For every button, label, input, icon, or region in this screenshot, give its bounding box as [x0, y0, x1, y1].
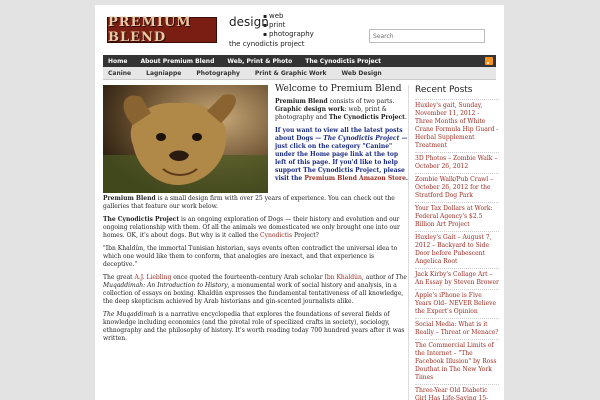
- notice-project-name: The Cynodictis Project: [323, 135, 400, 142]
- notice-text-end: .: [405, 175, 408, 182]
- site-logo[interactable]: [107, 17, 217, 43]
- body-paragraph-1: [103, 195, 408, 211]
- nav-cynodictis-project[interactable]: The Cynodictis Project: [305, 57, 382, 65]
- khaldun-quote: "Ibn Khaldûn, the immortal Tunisian historian, says events often contradict the universal idea to which one would like them to conform, that analogies are inexact, and that experience is deceptive.": [103, 245, 398, 268]
- recent-post-link[interactable]: 3D Photos – Zombie Walk – October 26, 2012: [415, 152, 499, 173]
- nav-web-print-photo[interactable]: Web, Print & Photo: [227, 57, 293, 65]
- project-label: The Cynodictis Project: [328, 114, 405, 121]
- recent-post-link[interactable]: Your Tax Dollars at Work: Federal Agency's $2.5 Billion Art Project: [415, 202, 499, 231]
- page-container: [95, 5, 504, 400]
- khaldun-link[interactable]: Ibn Khaldûn: [324, 274, 362, 281]
- tagline-item-web: ▪ web: [263, 12, 314, 21]
- canine-notice: [275, 127, 408, 183]
- nav-photography[interactable]: Photography: [196, 69, 240, 77]
- cynodictis-link[interactable]: Cynodictis: [260, 232, 293, 239]
- recent-post-link[interactable]: Social Media: What is it Really – Threat or Menace?: [415, 318, 499, 339]
- sidebar-divider: [405, 85, 409, 400]
- dog-photo-image: [103, 85, 268, 193]
- body4-text: is a narrative encyclopedia that explores the foundations of several fields of knowledge including economics (and the pivotal role of specilized crafts in society), sociology, ethnography and the philosophy of history. It's worth reading today 700 hundred years after it was written.: [103, 311, 405, 342]
- intro-text-end: .: [404, 114, 407, 121]
- intro-paragraph: [275, 98, 408, 122]
- nav-print-graphic-work[interactable]: Print & Graphic Work: [254, 69, 327, 77]
- dog-photo: [103, 85, 268, 193]
- muqaddimah-title: The Muqaddimah: An Introduction to History: [103, 274, 407, 289]
- intro-text-a: consists of two parts.: [327, 98, 395, 105]
- body3-text-c: , author of: [361, 274, 396, 281]
- notice-text-c: — just click on the category "Canine" under the Home page link at the top left of this page. If you'd like to help support The Cynodictis Project, please visit the: [275, 135, 408, 182]
- recent-posts-heading: Recent Posts: [415, 85, 473, 95]
- body1-text: is a small design firm with over 25 years of experience. You can check out the galleries that feature our work below.: [103, 195, 395, 210]
- nav-lagniappe[interactable]: Lagniappe: [146, 69, 182, 77]
- recent-post-link[interactable]: Zombie Walk/Pub Crawl – October 26, 2012 for the Stratford Dog Park: [415, 173, 499, 202]
- recent-post-link[interactable]: Apple's iPhone is Five Years Old– NEVER Believe the Expert's Opinion: [415, 289, 499, 318]
- body2-text: is an ongoing exploration of Dogs — their history and evolution and our ongoing relationship with them. Of all the animals we domesticated we only brought one into our homes. OK, it's about dogs. But why is it called the: [103, 216, 400, 239]
- liebling-link[interactable]: A.J. Liebling: [134, 274, 172, 281]
- recent-post-link[interactable]: Three-Year Old Diabetic Girl Has Life-Saving 15-: [415, 384, 499, 400]
- sidebar: [415, 85, 499, 400]
- recent-post-link[interactable]: The Commercial Limits of the Internet – "The Facebook Illusion" by Ross Douthat in The New York Times: [415, 339, 499, 384]
- nav-web-design[interactable]: Web Design: [341, 69, 382, 77]
- muqaddimah-title-2: The Muqaddimah: [103, 311, 157, 318]
- body2-project: The Cynodictis Project: [103, 216, 180, 223]
- nav-about[interactable]: About Premium Blend: [140, 57, 215, 65]
- recent-post-link[interactable]: Jack Kirby's Collage Art – An Essay by Steven Brower: [415, 268, 499, 289]
- recent-posts-list: [415, 99, 499, 400]
- nav-canine[interactable]: Canine: [108, 69, 132, 77]
- tagline-item-photography: ▪ photography: [263, 30, 314, 39]
- tagline-design: design: [229, 15, 269, 29]
- body3-text-d: , a monumental work of social history and analysis, in a collection of essays on boxing. Khaldûn expresses the fundamental tentativeness of all knowledge, the deep skepticism achieved by Arab historians and gin-scented journalists alike.: [103, 282, 404, 305]
- graphic-design-label: Graphic design work: [275, 106, 345, 113]
- body-paragraph-4: [103, 311, 408, 343]
- search-input[interactable]: [369, 29, 485, 43]
- body2-end: Project?: [292, 232, 319, 239]
- intro-text-c: : web, print & photography and: [275, 106, 387, 121]
- recent-post-link[interactable]: Huxley's Gait – August 7, 2012 – Backyard to Side Door before Pubescent Angelica Root: [415, 231, 499, 268]
- body-paragraph-2: [103, 216, 408, 240]
- body-paragraph-3: [103, 274, 408, 306]
- post-title: Welcome to Premium Blend: [275, 84, 402, 94]
- intro-column: [275, 85, 408, 188]
- recent-post-link[interactable]: Huxley's gait, Sunday, November 11, 2012 - Three Months of White Crane Formula Hip Guard - Herbal Supplement Treatment: [415, 99, 499, 152]
- rss-icon[interactable]: [485, 57, 493, 65]
- amazon-store-link[interactable]: Premium Blend Amazon Store: [304, 175, 406, 182]
- brand-name: Premium Blend: [275, 98, 328, 105]
- secondary-nav: [103, 67, 496, 80]
- tagline-project: the cynodictis project: [229, 40, 305, 48]
- post-body: [103, 195, 408, 348]
- body3-text-b: once quoted the fourteenth-century Arab scholar: [171, 274, 325, 281]
- logo-text: PREMIUM BLEND: [108, 15, 192, 45]
- tagline-list: [263, 12, 314, 39]
- body3-text-a: The great: [103, 274, 135, 281]
- notice-text-a: If you want to view all the latest posts about Dogs —: [275, 127, 403, 142]
- primary-nav: [103, 55, 496, 67]
- tagline-item-print: ▪ print: [263, 21, 314, 30]
- body1-brand: Premium Blend: [103, 195, 156, 202]
- nav-home[interactable]: Home: [108, 57, 128, 65]
- site-header: [95, 5, 504, 53]
